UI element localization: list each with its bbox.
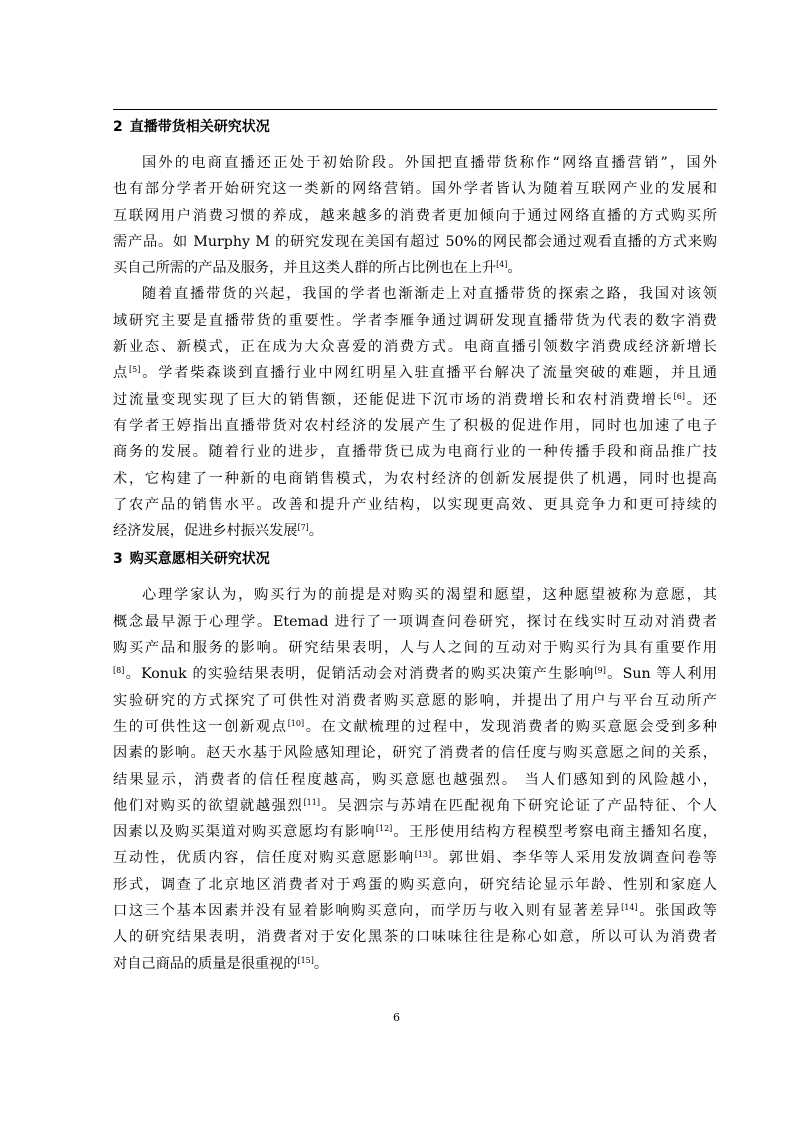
- text-line: [113, 582, 717, 608]
- line-text-continued: 。: [313, 955, 329, 972]
- text-line: [113, 387, 717, 413]
- citation-marker: [12]: [375, 824, 393, 834]
- line-text-continued: 。学者柴森谈到直播行业中网红明星入驻直播平台解决了流量突破的难题，并且通: [140, 365, 717, 382]
- section-3-body: [113, 582, 717, 976]
- line-text: 新业态、新模式，正在成为大众喜爱的消费方式。电商直播引领数字消费成经济新增长: [113, 339, 717, 356]
- line-text: 域研究主要是直播带货的重要性。学者李雁争通过调研发现直播带货为代表的数字消费: [113, 312, 717, 329]
- line-text: 点: [113, 365, 130, 382]
- section-2-heading: [113, 117, 717, 137]
- line-text: 实验研究的方式探究了可供性对消费者购买意愿的影响，并提出了用户与平台互动所产: [113, 692, 717, 709]
- text-line: [113, 635, 717, 661]
- text-line: [113, 466, 717, 492]
- text-line: [113, 150, 717, 176]
- section-2-body: [113, 150, 717, 544]
- text-line: [113, 688, 717, 714]
- paragraph: [113, 582, 717, 976]
- paragraph: [113, 150, 717, 281]
- page-content: [113, 117, 717, 977]
- line-text-continued: 。: [308, 523, 323, 540]
- section-2-number: 2: [113, 119, 123, 135]
- line-text: 有学者王婷指出直播带货对农村经济的发展产生了积极的促进作用，同时也加速了电子: [113, 417, 717, 434]
- line-text: 国外的电商直播还正处于初始阶段。外国把直播带货称作“网络直播营销”，国外: [142, 155, 717, 171]
- text-line: [113, 413, 717, 439]
- line-text: 形式，调查了北京地区消费者对于鸡蛋的购买意向，研究结论显示年龄、性别和家庭人: [113, 876, 717, 893]
- section-3-title: 购买意愿相关研究状况: [129, 551, 270, 568]
- section-2-title: 直播带货相关研究状况: [129, 119, 270, 135]
- text-line: [113, 255, 717, 281]
- citation-marker: [11]: [303, 797, 320, 807]
- line-text-continued: 。郭世娟、李华等人采用发放调查问卷等: [431, 850, 717, 867]
- line-text: 购买产品和服务的影响。研究结果表明，人与人之间的互动对于购买行为具有重要作用: [113, 640, 717, 657]
- line-text: 互联网用户消费习惯的养成，越来越多的消费者更加倾向于通过网络直播的方式购买所: [113, 207, 717, 224]
- line-text: 概念最早源于心理学。Etemad 进行了一项调查问卷研究，探讨在线实时互动对消费者: [113, 613, 717, 630]
- text-line: [113, 898, 717, 924]
- line-text-continued: 。还: [684, 391, 717, 408]
- text-line: [113, 518, 717, 544]
- citation-marker: [5]: [129, 365, 141, 375]
- line-text: 商务的发展。随着行业的进步，直播带货已成为电商行业的一种传播手段和商品推广技: [113, 444, 717, 461]
- line-text: 了农产品的销售水平。改善和提升产业结构，以实现更高效、更具竞争力和更可持续的: [113, 496, 717, 513]
- citation-marker: [8]: [113, 666, 125, 676]
- text-line: [113, 229, 717, 255]
- text-line: [113, 609, 717, 635]
- citation-marker: [6]: [673, 391, 685, 401]
- text-line: [113, 308, 717, 334]
- line-text: 生的可供性这一创新观点: [113, 718, 288, 735]
- line-text: 过流量变现实现了巨大的销售额，还能促进下沉市场的消费增长和农村消费增长: [113, 391, 674, 408]
- page-number: 6: [393, 1011, 400, 1024]
- paragraph: [113, 281, 717, 544]
- text-line: [113, 360, 717, 386]
- line-text-continued: 。在文献梳理的过程中，发现消费者的购买意愿会受到多种: [304, 718, 717, 735]
- citation-marker: [13]: [414, 850, 432, 860]
- line-text-continued: 。王彤使用结构方程模型考察电商主播知名度，: [392, 824, 717, 841]
- text-line: [113, 439, 717, 465]
- text-line: [113, 334, 717, 360]
- line-text: 因素以及购买渠道对购买意愿均有影响: [113, 824, 376, 841]
- text-line: [113, 740, 717, 766]
- citation-marker: [7]: [297, 523, 309, 533]
- line-text-continued: 。: [507, 260, 522, 277]
- text-line: [113, 924, 717, 950]
- line-text: 口这三个基本因素并没有显着影响购买意向，而学历与收入则有显著差异: [113, 903, 622, 920]
- line-text: 经济发展，促进乡村振兴发展: [113, 523, 298, 540]
- section-3-number: 3: [113, 551, 123, 568]
- line-text-continued: 。Konuk 的实验结果表明，促销活动会对消费者的购买决策产生影响: [124, 666, 595, 683]
- line-text: 对自己商品的质量是很重视的: [113, 955, 298, 972]
- citation-marker: [14]: [621, 903, 638, 913]
- citation-marker: [10]: [287, 718, 305, 728]
- line-text: 也有部分学者开始研究这一类新的网络营销。国外学者皆认为随着互联网产业的发展和: [113, 181, 717, 198]
- line-text: 需产品。如 Murphy M 的研究发现在美国有超过 50%的网民都会通过观看直播的方式来购: [113, 233, 717, 250]
- text-line: [113, 872, 717, 898]
- text-line: [113, 492, 717, 518]
- text-line: [113, 714, 717, 740]
- line-text: 心理学家认为，购买行为的前提是对购买的渴望和愿望，这种愿望被称为意愿，其: [142, 587, 717, 604]
- line-text: 随着直播带货的兴起，我国的学者也渐渐走上对直播带货的探索之路，我国对该领: [142, 286, 717, 303]
- text-line: [113, 203, 717, 229]
- line-text: 他们对购买的欲望就越强烈: [113, 797, 304, 814]
- citation-marker: [4]: [496, 260, 508, 270]
- text-line: [113, 767, 717, 793]
- line-text: 买自己所需的产品及服务，并且这类人群的所占比例也在上升: [113, 260, 497, 277]
- line-text: 人的研究结果表明，消费者对于安化黑茶的口味味往往是称心如意，所以可认为消费者: [113, 929, 717, 946]
- text-line: [113, 819, 717, 845]
- line-text-continued: 。Sun 等人利用: [605, 666, 717, 683]
- line-text-continued: 。张国政等: [637, 903, 717, 920]
- text-line: [113, 176, 717, 202]
- line-text-continued: 。吴泗宗与苏靖在匹配视角下研究论证了产品特征、个人: [319, 797, 717, 814]
- line-text: 术，它构建了一种新的电商销售模式，为农村经济的创新发展提供了机遇，同时也提高: [113, 470, 717, 487]
- text-line: [113, 793, 717, 819]
- header-rule: [113, 109, 717, 110]
- text-line: [113, 281, 717, 307]
- line-text: 互动性，优质内容，信任度对购买意愿影响: [113, 850, 415, 867]
- citation-marker: [9]: [594, 666, 606, 676]
- line-text: 结果显示，消费者的信任程度越高，购买意愿也越强烈。 当人们感知到的风险越小，: [113, 771, 717, 788]
- line-text: 因素的影响。赵天水基于风险感知理论，研究了消费者的信任度与购买意愿之间的关系，: [113, 745, 717, 762]
- text-line: [113, 661, 717, 687]
- citation-marker: [15]: [297, 955, 314, 965]
- section-3-heading: [113, 549, 717, 569]
- text-line: [113, 845, 717, 871]
- text-line: [113, 951, 717, 977]
